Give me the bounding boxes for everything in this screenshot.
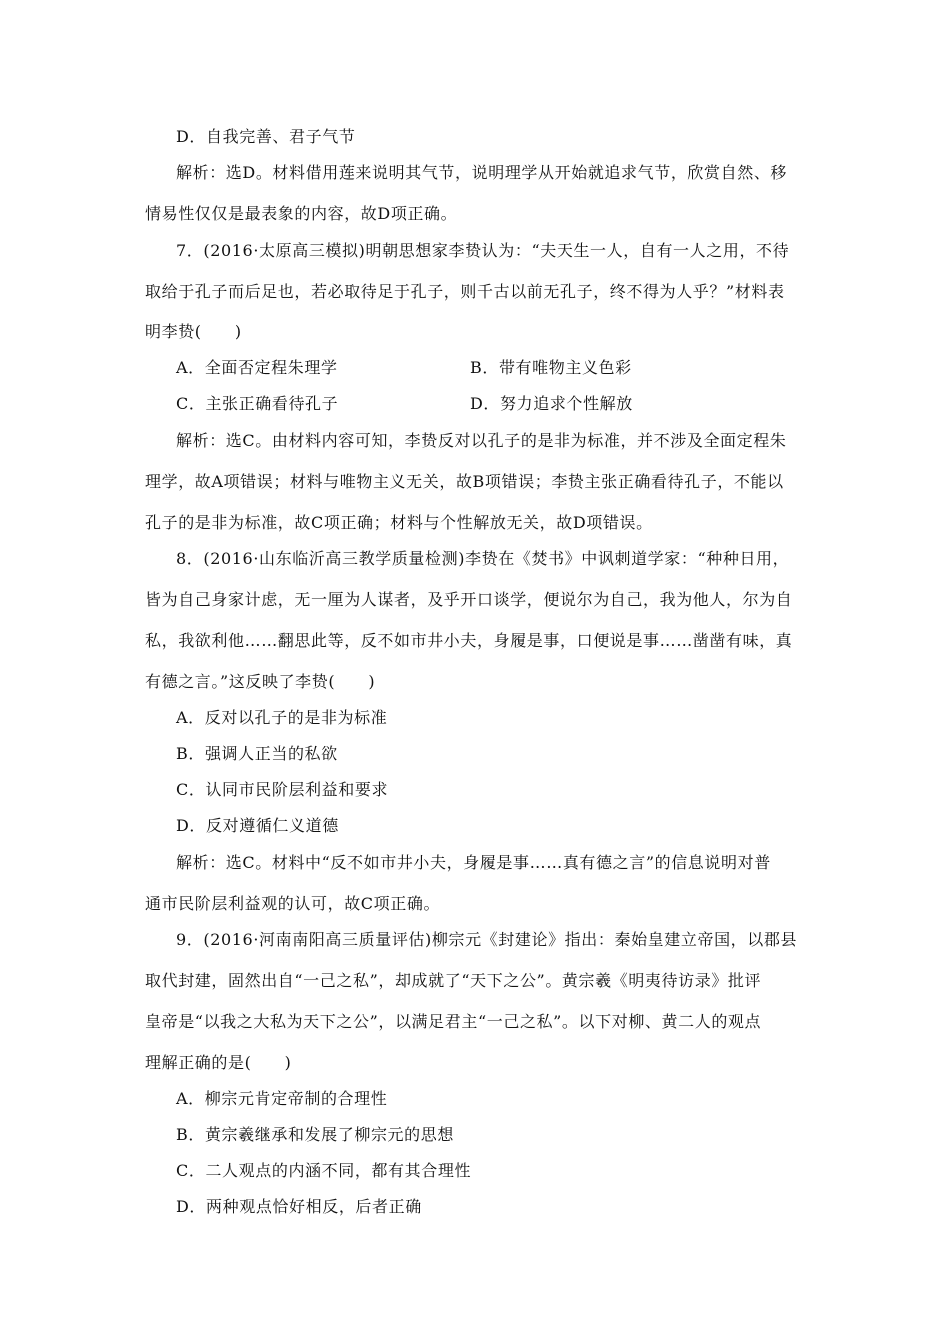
q7-stem-line-2: 取给于孔子而后足也，若必取待足于孔子，则千古以前无孔子，终不得为人乎？”材料表 (145, 282, 785, 301)
q7-option-b: B．带有唯物主义色彩 (470, 358, 632, 377)
q7-stem-line-1: 7．(2016·太原高三模拟)明朝思想家李贽认为：“夫天生一人，自有一人之用，不待 (176, 241, 790, 260)
q7-analysis-line-3: 孔子的是非为标准，故C项正确；材料与个性解放无关，故D项错误。 (145, 513, 653, 532)
q8-stem-line-1: 8．(2016·山东临沂高三教学质量检测)李贽在《焚书》中讽刺道学家：“种种日用， (176, 549, 790, 568)
q7-option-a: A．全面否定程朱理学 (176, 358, 338, 377)
q9-stem-line-3: 皇帝是“以我之大私为天下之公”，以满足君主“一己之私”。以下对柳、黄二人的观点 (145, 1012, 762, 1031)
q8-option-b: B．强调人正当的私欲 (176, 744, 338, 763)
q6-analysis-line-1: 解析：选D。材料借用莲来说明其气节，说明理学从开始就追求气节，欣赏自然、移 (176, 163, 788, 182)
q8-stem-line-3: 私，我欲利他……翻思此等，反不如市井小夫，身履是事，口便说是事……凿凿有味，真 (145, 631, 793, 650)
q8-option-c: C．认同市民阶层利益和要求 (176, 780, 389, 799)
q9-stem-line-1: 9．(2016·河南南阳高三质量评估)柳宗元《封建论》指出：秦始皇建立帝国，以郡县 (176, 930, 798, 949)
q7-analysis-line-1: 解析：选C。由材料内容可知，李贽反对以孔子的是非为标准，并不涉及全面定程朱 (176, 431, 787, 450)
q9-stem-line-4: 理解正确的是( ) (145, 1053, 292, 1072)
q6-option-d: D．自我完善、君子气节 (176, 127, 356, 146)
q9-option-b: B．黄宗羲继承和发展了柳宗元的思想 (176, 1125, 454, 1144)
q9-option-d: D．两种观点恰好相反，后者正确 (176, 1197, 422, 1216)
q6-analysis-line-2: 情易性仅仅是最表象的内容，故D项正确。 (145, 204, 458, 223)
q9-option-a: A．柳宗元肯定帝制的合理性 (176, 1089, 388, 1108)
q8-option-d: D．反对遵循仁义道德 (176, 816, 339, 835)
q8-analysis-line-1: 解析：选C。材料中“反不如市井小夫，身履是事……真有德之言”的信息说明对普 (176, 853, 771, 872)
q7-stem-line-3: 明李贽( ) (145, 322, 242, 341)
q7-analysis-line-2: 理学，故A项错误；材料与唯物主义无关，故B项错误；李贽主张正确看待孔子，不能以 (145, 472, 784, 491)
q8-stem-line-4: 有德之言。”这反映了李贽( ) (145, 672, 376, 691)
q9-stem-line-2: 取代封建，固然出自“一己之私”，却成就了“天下之公”。黄宗羲《明夷待访录》批评 (145, 971, 762, 990)
q8-analysis-line-2: 通市民阶层利益观的认可，故C项正确。 (145, 894, 441, 913)
q7-option-d: D．努力追求个性解放 (470, 394, 633, 413)
q7-option-c: C．主张正确看待孔子 (176, 394, 339, 413)
q9-option-c: C．二人观点的内涵不同，都有其合理性 (176, 1161, 472, 1180)
q8-stem-line-2: 皆为自己身家计虑，无一厘为人谋者，及乎开口谈学，便说尔为自己，我为他人，尔为自 (145, 590, 793, 609)
q8-option-a: A．反对以孔子的是非为标准 (176, 708, 388, 727)
